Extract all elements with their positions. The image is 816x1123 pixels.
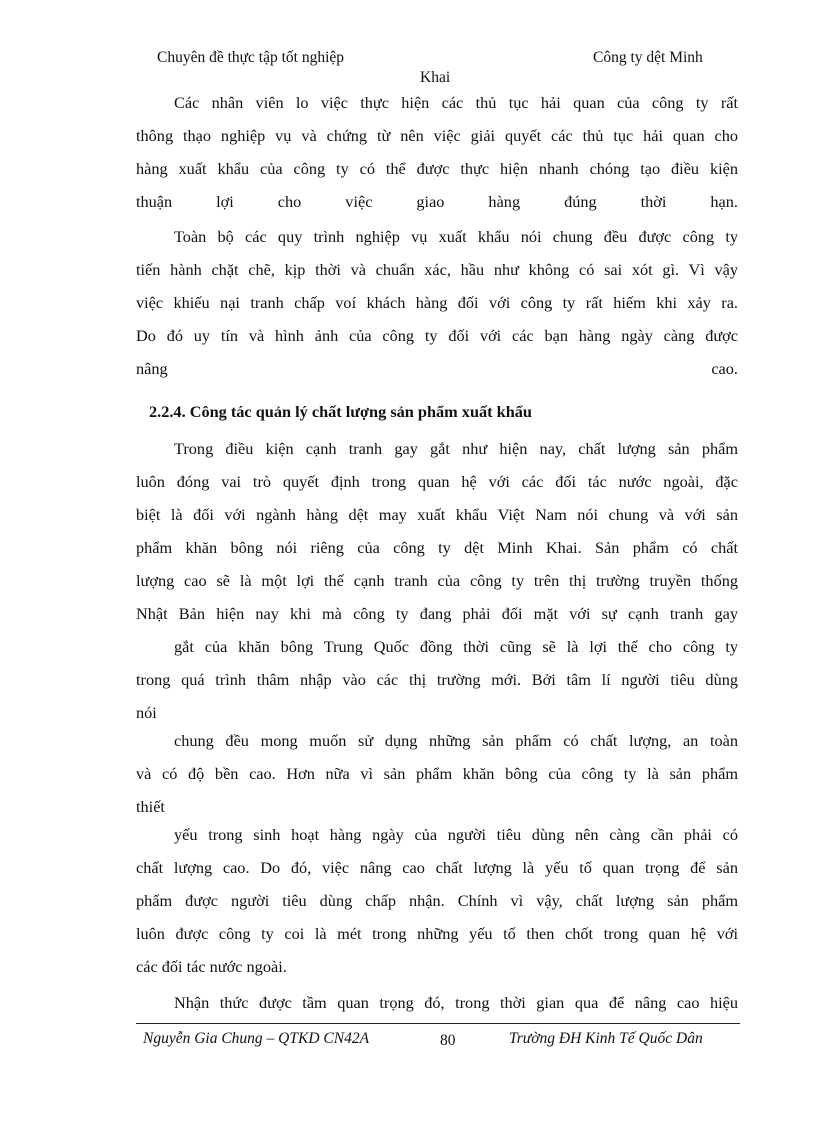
text-line: nói bbox=[136, 703, 157, 722]
text-line: và có độ bền cao. Hơn nữa vì sản phẩm khăn bông của công ty là sản phẩm bbox=[136, 764, 738, 783]
text-line: Trong điều kiện cạnh tranh gay gắt như hiện nay, chất lượng sản phẩm bbox=[174, 439, 738, 458]
paragraph-process bbox=[136, 220, 738, 385]
text-word-left: nâng bbox=[136, 359, 168, 378]
paragraph-quality-competition bbox=[136, 432, 738, 729]
text-line: việc khiếu nại tranh chấp voí khách hàng đối với công ty rất hiếm khi xảy ra. bbox=[136, 293, 738, 312]
text-line: trong quá trình thâm nhập vào các thị trường mới. Bởi tâm lí người tiêu dùng bbox=[136, 670, 738, 689]
text-line: lượng cao sẽ là một lợi thế cạnh tranh của công ty trên thị trường truyền thống bbox=[136, 571, 738, 590]
paragraph-customs bbox=[136, 86, 738, 218]
header-right-company-continued: Khai bbox=[420, 69, 451, 86]
text-line: chất lượng cao. Do đó, việc nâng cao chất lượng là yếu tố quan trọng để sản bbox=[136, 858, 738, 877]
paragraph-awareness bbox=[136, 986, 738, 1019]
text-line: Nhận thức được tầm quan trọng đó, trong thời gian qua để nâng cao hiệu bbox=[174, 993, 738, 1012]
paragraph-consumer-demand bbox=[136, 724, 738, 823]
text-line: hàng xuất khẩu của công ty có thể được thực hiện nhanh chóng tạo điều kiện bbox=[136, 159, 738, 178]
text-line: luôn đóng vai trò quyết định trong quan hệ với các đối tác nước ngoài, đặc bbox=[136, 472, 738, 491]
text-word-right: cao. bbox=[711, 359, 738, 378]
text-line: Nhật Bản hiện nay khi mà công ty đang phải đối mặt với sự cạnh tranh gay bbox=[136, 604, 738, 623]
text-line: thiết bbox=[136, 797, 165, 816]
text-line: thông thạo nghiệp vụ và chứng từ nên việc giải quyết các thủ tục hải quan cho bbox=[136, 126, 738, 145]
paragraph-quality-importance bbox=[136, 818, 738, 983]
footer-author: Nguyễn Gia Chung – QTKD CN42A bbox=[143, 1030, 370, 1047]
text-line: biệt là đối với ngành hàng dệt may xuất khẩu Việt Nam nói chung và với sản bbox=[136, 505, 738, 524]
text-line: yếu trong sinh hoạt hàng ngày của người tiêu dùng nên càng cần phải có bbox=[174, 825, 738, 844]
text-line: thuận lợi cho việc giao hàng đúng thời hạn. bbox=[136, 192, 738, 211]
header-left-title: Chuyên đề thực tập tốt nghiệp bbox=[157, 49, 345, 66]
text-line: Toàn bộ các quy trình nghiệp vụ xuất khẩu nói chung đều được công ty bbox=[174, 227, 738, 246]
text-line: Do đó uy tín và hình ảnh của công ty đối với các bạn hàng ngày càng được bbox=[136, 326, 738, 345]
text-line: tiến hành chặt chẽ, kịp thời và chuẩn xác, hầu như không có sai xót gì. Vì vậy bbox=[136, 260, 738, 279]
text-line: phẩm khăn bông nói riêng của công ty dệt Minh Khai. Sản phẩm có chất bbox=[136, 538, 738, 557]
text-line: gắt của khăn bông Trung Quốc đồng thời cũng sẽ là lợi thế cho công ty bbox=[174, 637, 738, 656]
footer-school: Trường ĐH Kinh Tế Quốc Dân bbox=[509, 1030, 703, 1047]
text-line: các đối tác nước ngoài. bbox=[136, 957, 287, 976]
text-line: Các nhân viên lo việc thực hiện các thủ tục hải quan của công ty rất bbox=[174, 93, 738, 112]
text-line: phẩm được người tiêu dùng chấp nhận. Chính vì vậy, chất lượng sản phẩm bbox=[136, 891, 738, 910]
footer-divider bbox=[136, 1023, 740, 1024]
section-heading: 2.2.4. Công tác quản lý chất lượng sản phẩm xuất khẩu bbox=[149, 402, 532, 421]
header-right-company: Công ty dệt Minh bbox=[593, 49, 703, 66]
text-line: chung đều mong muốn sử dụng những sản phẩm có chất lượng, an toàn bbox=[174, 731, 738, 750]
text-line-split bbox=[136, 352, 738, 385]
text-line: luôn được công ty coi là mét trong những yếu tố then chốt trong quan hệ với bbox=[136, 924, 738, 943]
page-number: 80 bbox=[440, 1032, 456, 1049]
